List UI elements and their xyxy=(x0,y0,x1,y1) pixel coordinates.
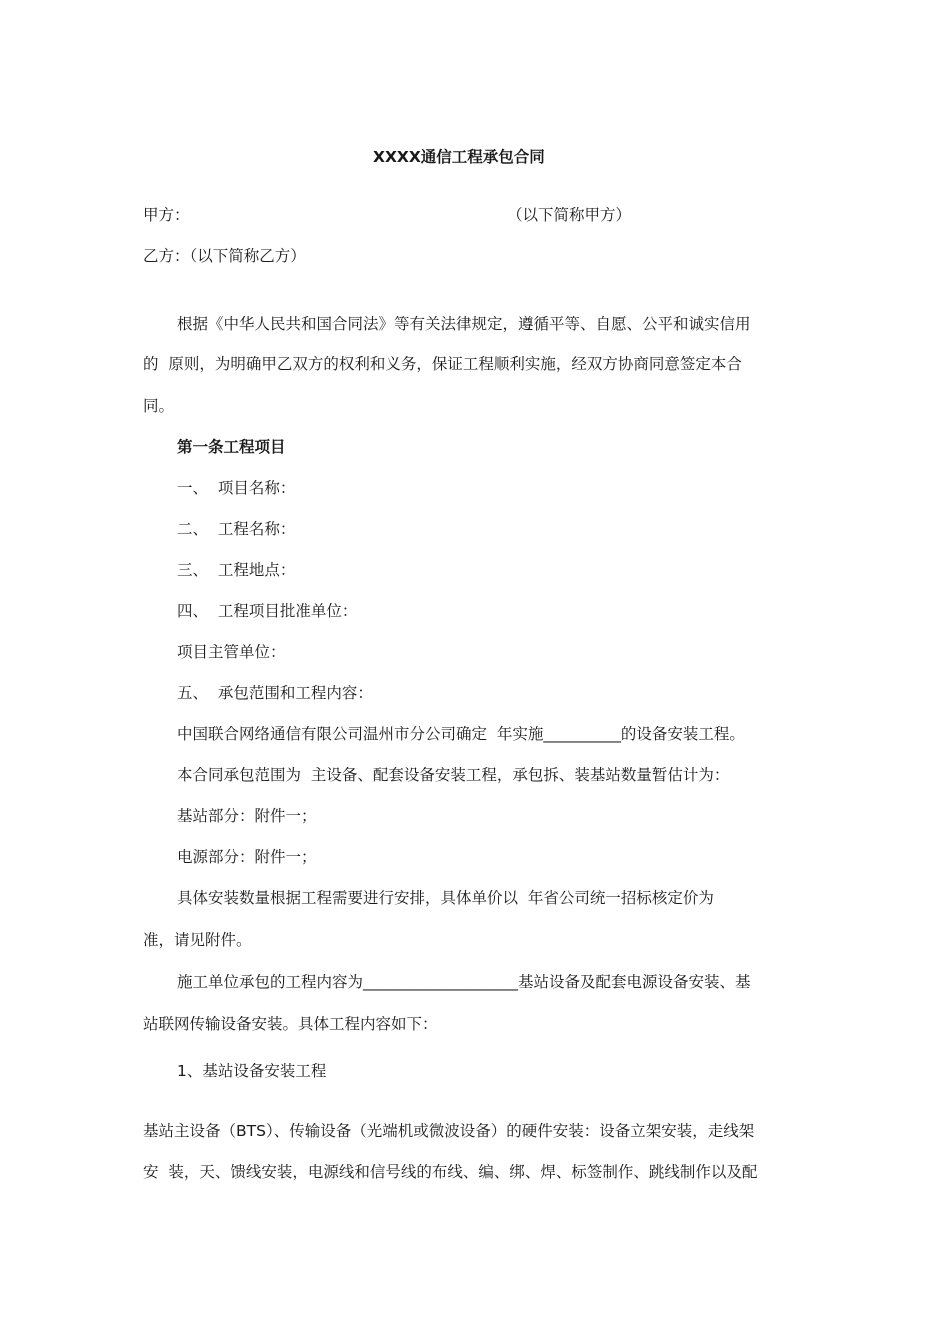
scope-line: 电源部分：附件一； xyxy=(177,848,317,866)
article-1-item: 四、 工程项目批准单位： xyxy=(177,602,358,620)
scope-line: 站联网传输设备安装。具体工程内容如下： xyxy=(143,1015,438,1033)
scope-line: 施工单位承包的工程内容为____________________基站设备及配套电源设备安装、基 xyxy=(177,973,751,991)
scope-line: 具体安装数量根据工程需要进行安排，具体单价以 年省公司统一招标核定价为 xyxy=(177,889,714,907)
document-title: XXXX通信工程承包合同 xyxy=(373,148,545,166)
intro-line-3: 同。 xyxy=(143,397,175,415)
scope-line: 中国联合网络通信有限公司温州市分公司确定 年实施__________的设备安装工程。 xyxy=(177,725,745,743)
subsection-1-heading: 1、基站设备安装工程 xyxy=(177,1062,327,1080)
article-1-item: 一、 项目名称： xyxy=(177,479,296,497)
article-1-heading: 第一条工程项目 xyxy=(177,438,286,456)
article-1-item: 三、 工程地点： xyxy=(177,561,296,579)
article-1-item: 项目主管单位： xyxy=(177,643,286,661)
party-a-note: （以下简称甲方） xyxy=(507,206,632,224)
article-1-item: 五、 承包范围和工程内容： xyxy=(177,684,373,702)
subsection-1-line-1: 基站主设备（BTS）、传输设备（光端机或微波设备）的硬件安装：设备立架安装，走线架 xyxy=(143,1122,755,1140)
party-a-label: 甲方： xyxy=(143,206,190,224)
scope-line: 基站部分：附件一； xyxy=(177,807,317,825)
article-1-item: 二、 工程名称： xyxy=(177,520,296,538)
intro-line-2: 的 原则，为明确甲乙双方的权利和义务，保证工程顺利实施，经双方协商同意签定本合 xyxy=(143,355,742,373)
intro-line-1: 根据《中华人民共和国合同法》等有关法律规定，遵循平等、自愿、公平和诚实信用 xyxy=(177,315,751,333)
scope-line: 准，请见附件。 xyxy=(143,931,252,949)
subsection-1-line-2: 安 装，天、馈线安装，电源线和信号线的布线、编、绑、焊、标签制作、跳线制作以及配 xyxy=(143,1163,758,1181)
party-b-line: 乙方：（以下简称乙方） xyxy=(143,247,306,265)
scope-line: 本合同承包范围为 主设备、配套设备安装工程，承包拆、装基站数量暂估计为： xyxy=(177,766,730,784)
